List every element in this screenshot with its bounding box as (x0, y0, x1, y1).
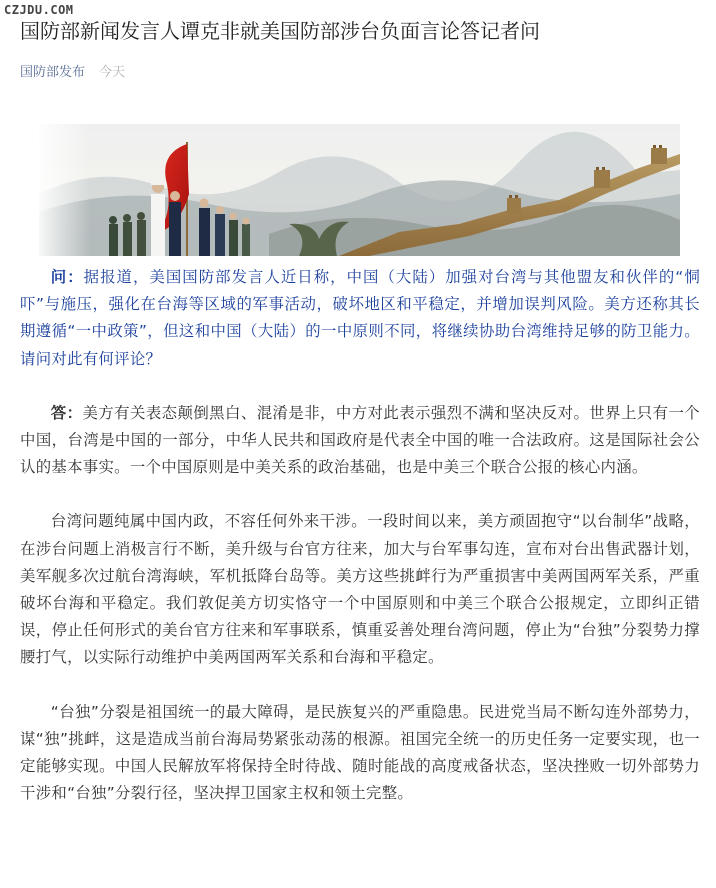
honor-guard-great-wall-banner-icon (39, 124, 680, 256)
author-link[interactable]: 国防部发布 (20, 65, 86, 80)
article-title: 国防部新闻发言人谭克非就美国防部涉台负面言论答记者问 (20, 19, 540, 43)
body-paragraph-2: 台湾问题纯属中国内政，不容任何外来干涉。一段时间以来，美方顽固抱守“以台制华”战略，在涉台问题上消极言行不断，美升级与台官方往来，加大与台军事勾连，宣布对台出售武器计划，美军舰多次过航台湾海峡，军机抵降台岛等。美方这些挑衅行为严重损害中美两国两军关系，严重破坏台海和平稳定。我们敦促美方切实恪守一个中国原则和中美三个联合公报规定，立即纠正错误，停止任何形式的美台官方往来和军事联系，慎重妥善处理台湾问题，停止为“台独”分裂势力撑腰打气，以实际行动维护中美两国两军关系和台海和平稳定。 (20, 512, 700, 667)
answer-label: 答： (50, 403, 83, 422)
body-paragraph-3: “台独”分裂是祖国统一的最大障碍，是民族复兴的严重隐患。民进党当局不断勾连外部势力，谋“独”挑衅，这是造成当前台海局势紧张动荡的根源。祖国完全统一的历史任务一定要实现，也一定能够实现。中国人民解放军将保持全时待战、随时能战的高度戒备状态，坚决挫败一切外部势力干涉和“台独”分裂行径，坚决捍卫国家主权和领土完整。 (20, 702, 700, 803)
question-label: 问： (50, 268, 84, 286)
article-body (20, 264, 700, 834)
article-meta (20, 64, 125, 82)
answer-paragraph (20, 400, 700, 482)
site-watermark: CZJDU.COM (4, 3, 74, 17)
question-text: 据报道，美国国防部发言人近日称，中国（大陆）加强对台湾与其他盟友和伙伴的“恫吓”与施压，强化在台海等区域的军事活动，破坏地区和平稳定，并增加误判风险。美方还称其长期遵循“一中政策”，但这和中国（大陆）的一中原则不同，将继续协助台湾维持足够的防卫能力。请问对此有何评论？ (20, 268, 700, 368)
publish-date: 今天 (99, 65, 126, 80)
answer-text: 美方有关表态颠倒黑白、混淆是非，中方对此表示强烈不满和坚决反对。世界上只有一个中国，台湾是中国的一部分，中华人民共和国政府是代表全中国的唯一合法政府。这是国际社会公认的基本事实。一个中国原则是中美关系的政治基础，也是中美三个联合公报的核心内涵。 (20, 403, 701, 477)
banner-image (39, 124, 680, 256)
question-paragraph (20, 264, 700, 373)
